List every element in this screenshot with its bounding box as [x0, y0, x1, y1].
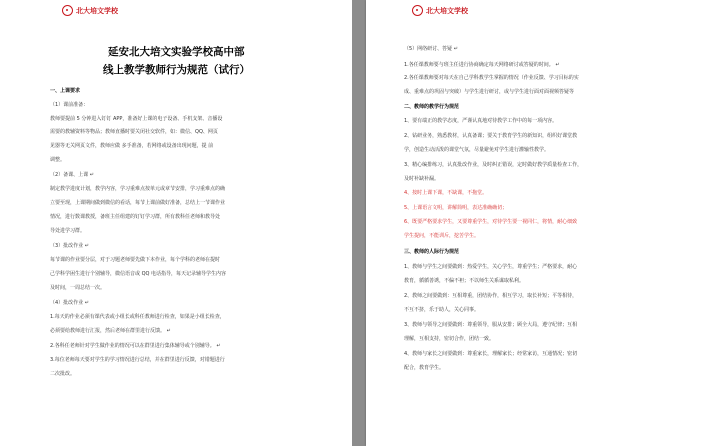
paragraph-line: 教师要提前 5 分钟进入钉钉 APP，准备好上课的电子设备、手机支架、音播设 [50, 116, 223, 122]
paragraph-line: 2.各科任老师针对学生做作业的情况可以在群里进行集体辅导或个别辅导。 ↵ [50, 343, 221, 349]
paragraph-line: 6、既要严格要求学生，又要尊重学生，对待学生要一视同仁，将情，耐心细致 [404, 219, 578, 225]
section-heading: 二、教师的教学行为规范 [404, 104, 460, 110]
paragraph-line: 教育，循循善诱，不偏不袒；不以师生关系谋取私利。 [404, 278, 525, 284]
document-title: 延安北大培文实验学校高中部 [108, 46, 245, 58]
paragraph-line: 3.每位老师每天要对学生的学习情况进行总结，并在群里进行反馈，对错题进行 [50, 357, 225, 363]
paragraph-line: （5）网络研讨、答疑 ↵ [404, 46, 458, 52]
paragraph-line: 1、要有端正的教学态度，严谨认真地对待教学工作中的每一项内容。 [404, 118, 558, 124]
section-heading: 一、上课要求 [50, 88, 81, 94]
paragraph-line: 每节课的作业要分层，对于习题老师要先做下本作业，每个学科的老师在提时 [50, 257, 221, 263]
paragraph-line: 必须要给教师进行汇报，然后老师在群里进行反馈。 ↵ [50, 328, 171, 334]
paragraph-line: 己学科学困生进行个别辅导，微信语音或 QQ 电话指导，每天记录辅导学生内容 [50, 271, 227, 277]
document-page-left [0, 0, 352, 446]
paragraph-line: 2、教师之间要做到：互相尊重，团结协作，相互学习，取长补短；平等相待， [404, 293, 578, 299]
paragraph-line: 3、精心编排练习，认真批改作业，及时纠正错误，定时做好教学质量检查工作， [404, 162, 583, 168]
paragraph-line: 4、教师与家长之间要做到：尊重家长，理解家长；经常家访，互通情况；密切 [404, 351, 578, 357]
logo-text: 北大培文学校 [426, 6, 468, 15]
paragraph-line: 1.各任课教师要与班主任进行协商确定每天网络研讨或答疑的时间。 ↵ [404, 62, 560, 68]
paragraph-line: 调整。 [50, 157, 66, 163]
paragraph-line: 情况，进行数课教授，备班主任组建的钉钉学习群，所有教科任老师和教导处 [50, 214, 221, 220]
paragraph-line: 制定教学进度计划，教学内容，学习重难点按单元或章节安排，学习重难点的确 [50, 186, 226, 192]
paragraph-line: （4）批改作业 ↵ [50, 300, 89, 306]
school-logo [62, 5, 118, 16]
paragraph-line: 成、重难点的巩固与突破）与学生进行研讨，或与学生进行面对面视频答疑等 [404, 89, 575, 95]
document-subtitle: 线上教学教师行为规范（试行） [103, 64, 250, 76]
paragraph-line: 立要至现，上课期间做到微信的看话，每节上课前做好准备，总结上一节课作业 [50, 200, 226, 206]
paragraph-line: 及时补缺补漏。 [404, 176, 440, 182]
paragraph-line: 学生提问，不能训斥，挖苦学生。 [404, 233, 480, 239]
paragraph-line: （2）备课、上课 ↵ [50, 172, 94, 178]
paragraph-line: 不互不挤，乐于助人，关心同事。 [404, 307, 480, 313]
paragraph-line: 5、上课语言文明，讲解简明，表达准确确切； [404, 205, 508, 211]
paragraph-line: （3）批改作业 ↵ [50, 243, 89, 249]
paragraph-line: 配合，教育学生。 [404, 365, 445, 371]
school-seal-icon [62, 5, 73, 16]
paragraph-line: 1.每天的作业必须有课代表或小组长或科任教师进行检查，如果是小组长检查， [50, 314, 225, 320]
paragraph-line: 需要的教辅资料等物品；教师直播时要关闭社交软件，如：微信、QQ、网页 [50, 129, 218, 135]
school-seal-icon [412, 5, 423, 16]
paragraph-line: （1）课前准备： [50, 102, 89, 108]
logo-text: 北大培文学校 [76, 6, 118, 15]
paragraph-line: 3、教师与领导之间要做到：尊重领导，服从安排；顾全大局，遵守纪律；互相 [404, 322, 578, 328]
page-gap [352, 0, 366, 446]
paragraph-line: 及时间，一周总结一次。 [50, 285, 106, 291]
paragraph-line: 导处进学习群。 [50, 228, 86, 234]
section-heading: 三、教师的人际行为规范 [404, 249, 460, 255]
paragraph-line: 1、教师与学生之间要做到：热爱学生，关心学生，尊重学生；严格要求，耐心 [404, 264, 578, 270]
paragraph-line: 4、按时上课下课，不缺课，不拖堂。 [404, 190, 488, 196]
paragraph-line: 二次批改。 [50, 371, 76, 377]
paragraph-line: 2.各任课教师要对每天在自己学科教学生掌握的情况（作业反馈、学习目标的实 [404, 75, 579, 81]
paragraph-line: 理解，互相支持，密切合作，团结一致。 [404, 336, 495, 342]
paragraph-line: 2、钻研业务，熟悉教材，认真备课；要关于教育学生的新知识，组织好课堂教 [404, 133, 578, 139]
document-page-right [366, 0, 716, 446]
paragraph-line: 学，创造生动活泼的课堂气氛，尽量避免对学生进行灌输性教学。 [404, 147, 550, 153]
paragraph-line: 见器等无关网页文件，教师应做 多手准备，若网络或设备出现问题，提 前 [50, 143, 214, 149]
school-logo [412, 5, 468, 16]
